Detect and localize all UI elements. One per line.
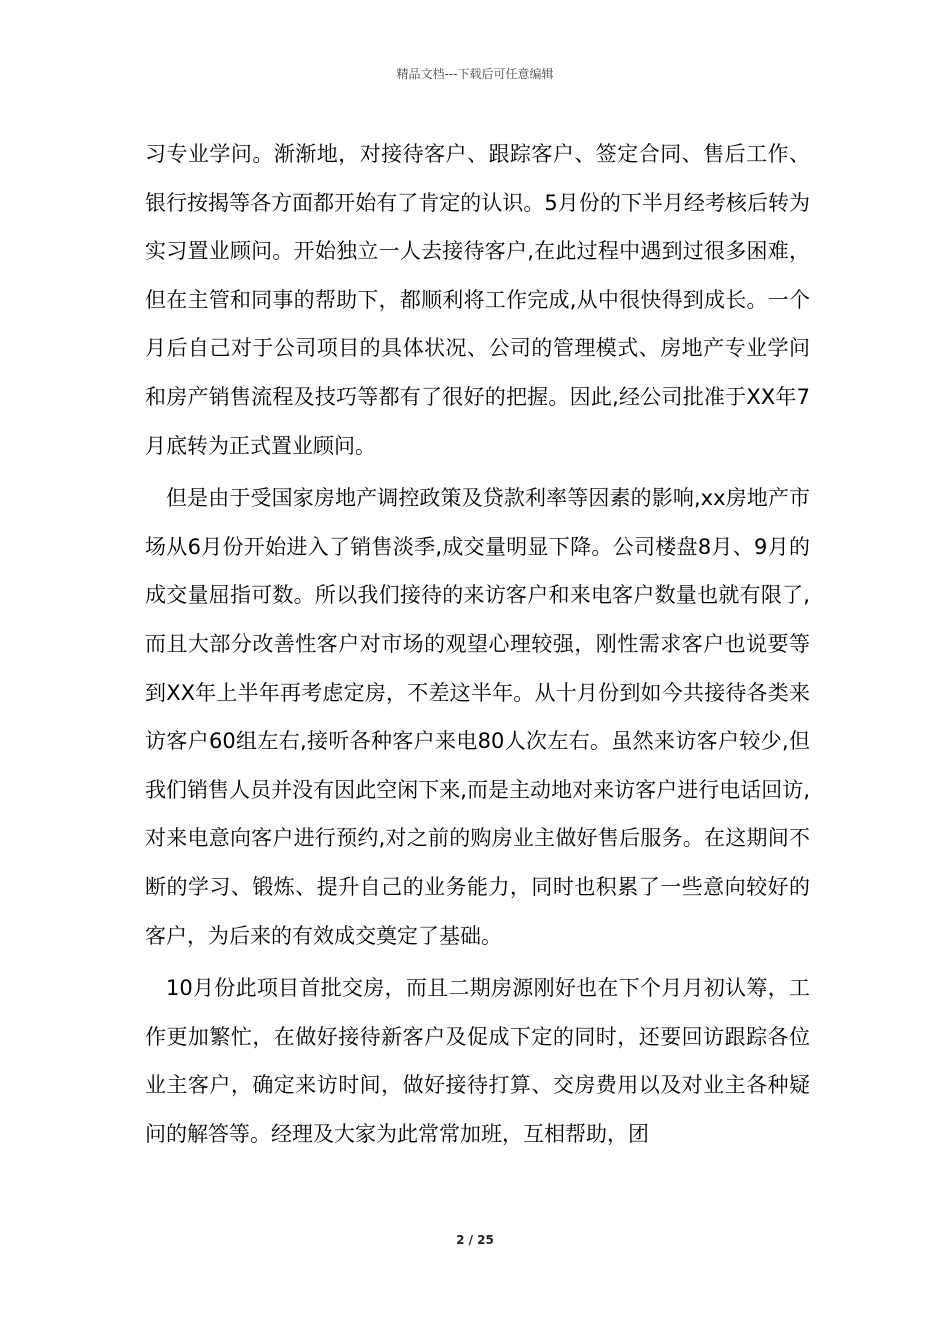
- page-header: 精品文档---下载后可任意编辑: [396, 67, 554, 81]
- document-body: [145, 130, 810, 1158]
- paragraph-2: 但是由于受国家房地产调控政策及贷款利率等因素的影响,xx房地产市场从6月份开始进入了销售淡季,成交量明显下降。公司楼盘8月、9月的成交量屈指可数。所以我们接待的来访客户和来电客户数量也就有限了,而且大部分改善性客户对市场的观望心理较强，刚性需求客户也说要等到XX年上半年再考虑定房，不差这半年。从十月份到如今共接待各类来访客户60组左右,接听各种客户来电80人次左右。虽然来访客户较少,但我们销售人员并没有因此空闲下来,而是主动地对来访客户进行电话回访,对来电意向客户进行预约,对之前的购房业主做好售后服务。在这期间不断的学习、锻炼、提升自己的业务能力，同时也积累了一些意向较好的客户，为后来的有效成交奠定了基础。: [145, 486, 810, 948]
- paragraph-1: 习专业学问。渐渐地，对接待客户、跟踪客户、签定合同、售后工作、银行按揭等各方面都开始有了肯定的认识。5月份的下半月经考核后转为实习置业顾问。开始独立一人去接待客户,在此过程中遇到过很多困难，但在主管和同事的帮助下，都顺利将工作完成,从中很快得到成长。一个月后自己对于公司项目的具体状况、公司的管理模式、房地产专业学问和房产销售流程及技巧等都有了很好的把握。因此,经公司批准于XX年7月底转为正式置业顾问。: [145, 142, 810, 458]
- page-number: 2 / 25: [456, 1233, 494, 1247]
- paragraph-3: 10月份此项目首批交房，而且二期房源刚好也在下个月月初认筹，工作更加繁忙，在做好接待新客户及促成下定的同时，还要回访跟踪各位业主客户，确定来访时间，做好接待打算、交房费用以及对业主各种疑问的解答等。经理及大家为此常常加班，互相帮助，团: [145, 976, 810, 1146]
